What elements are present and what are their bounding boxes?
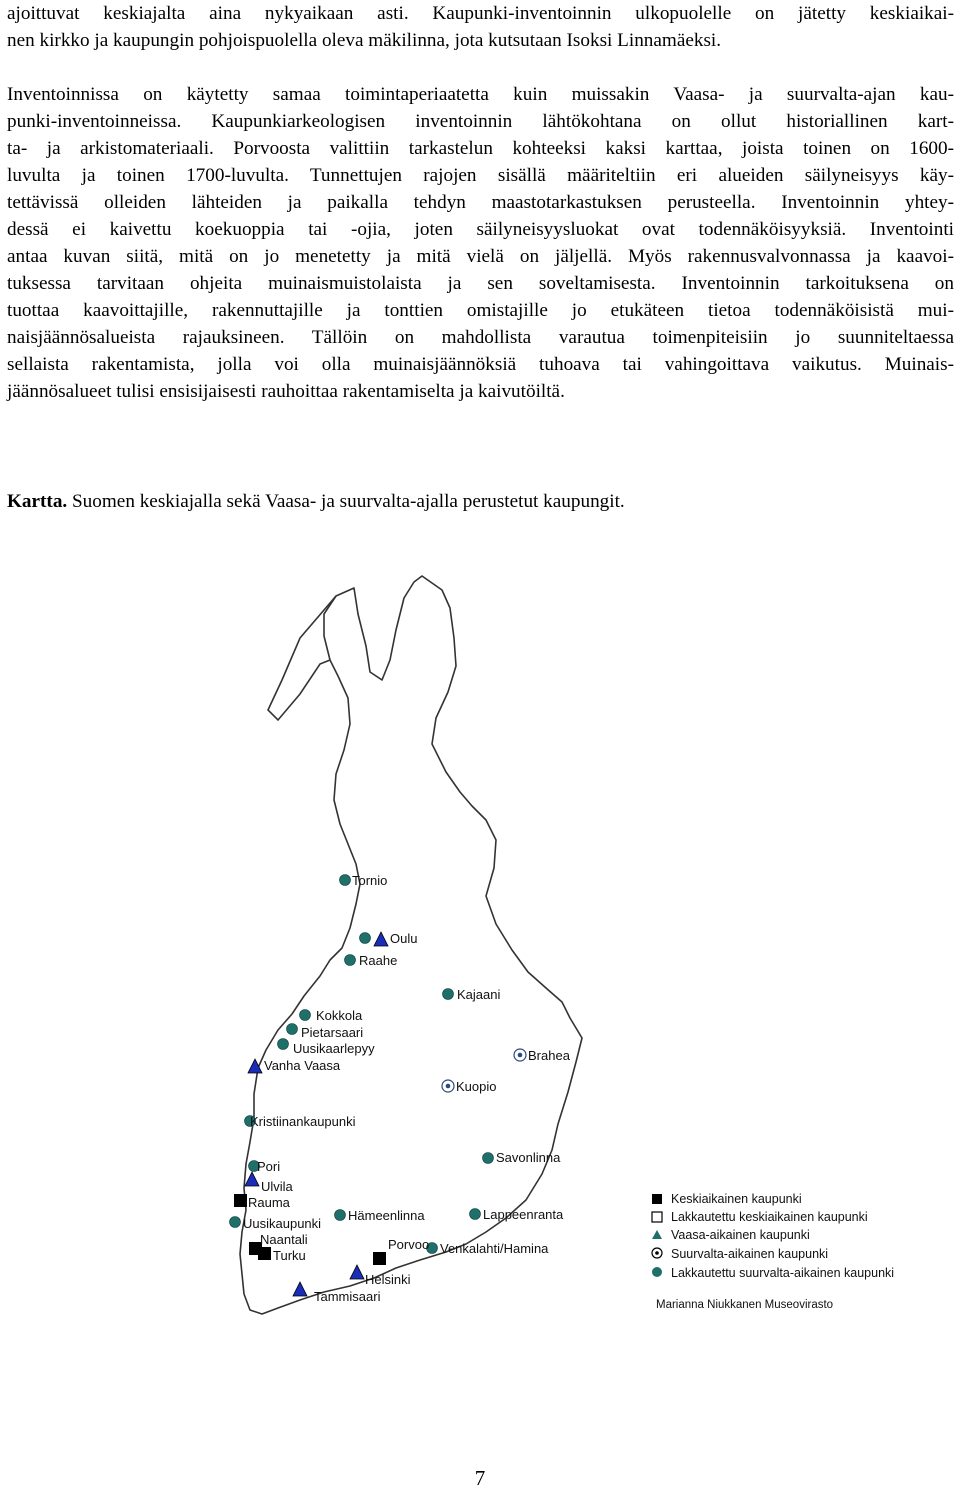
text-line: ta- ja arkistomateriaali. Porvoosta valittiin tarkastelun kohteeksi kaksi karttaa, joista toinen on 1600- xyxy=(7,138,954,159)
paragraph-2 xyxy=(7,81,954,405)
kuopio-label: Kuopio xyxy=(456,1079,497,1094)
legend-abolished-great-power-era-label: Lakkautettu suurvalta-aikainen kaupunki xyxy=(671,1266,895,1280)
text-line: Inventoinnissa on käytetty samaa toimintaperiaatetta kuin muissakin Vaasa- ja suurvalta-ajan kau- xyxy=(7,84,954,105)
uusikaupunki-marker xyxy=(230,1217,241,1228)
legend-medieval-label: Keskiaikainen kaupunki xyxy=(671,1192,802,1206)
rauma-label: Rauma xyxy=(248,1195,290,1210)
oulu-label: Oulu xyxy=(390,931,418,946)
kuopio-marker xyxy=(442,1080,454,1092)
brahea-label: Brahea xyxy=(528,1048,570,1063)
savonlinna-marker xyxy=(483,1153,494,1164)
legend-abolished-medieval-label: Lakkautettu keskiaikainen kaupunki xyxy=(671,1210,868,1224)
uusikaupunki-label: Uusikaupunki xyxy=(243,1216,322,1231)
brahea-marker xyxy=(514,1049,526,1061)
caption-label: Kartta. xyxy=(7,491,68,512)
kokkola-label: Kokkola xyxy=(316,1008,363,1023)
pietarsaari-label: Pietarsaari xyxy=(301,1025,364,1040)
page-number: 7 xyxy=(474,1466,486,1490)
legend-medieval-symbol xyxy=(652,1194,662,1204)
text-line: nen kirkko ja kaupungin pohjoispuolella oleva mäkilinna, jota kutsutaan Isoksi Linnamäeksi. xyxy=(7,30,722,51)
oulu-marker xyxy=(374,932,388,946)
text-line: tettävissä olleiden lähteiden ja paikalla tehdyn maastotarkastuksen perusteella. Inventoinnin yhtey- xyxy=(7,192,954,213)
tornio-marker xyxy=(340,875,351,886)
turku-label: Turku xyxy=(273,1248,306,1263)
ulvila-label: Ulvila xyxy=(261,1179,293,1194)
lappeenranta-label: Lappeenranta xyxy=(483,1207,564,1222)
map-svg xyxy=(150,568,950,1328)
kajaani-marker xyxy=(443,989,454,1000)
ulvila-marker xyxy=(245,1172,259,1186)
pietarsaari-marker xyxy=(287,1024,298,1035)
text-line: tuottaa kaavoittajille, rakennuttajille ja tonttien omistajille jo etukäteen tietoa todennäköisistä mui- xyxy=(7,300,954,321)
raahe-marker xyxy=(345,955,356,966)
text-line: jäännösalueet tulisi ensisijaisesti rauhoittaa rakentamiselta ja kaivutöiltä. xyxy=(7,381,565,402)
text-line: sellaista rakentamista, jolla voi olla muinaisjäännöksiä tuhoava tai vahingoittava vaikutus. Muinais- xyxy=(7,354,954,375)
text-line: antaa kuvan siitä, mitä on jo menetetty ja mitä vielä on jäljellä. Myös rakennusvalvonnassa ja kaavoi- xyxy=(7,246,954,267)
raahe-label: Raahe xyxy=(359,953,398,968)
text-line: luvulta ja toinen 1700-luvulta. Tunnettujen rajojen sisällä määriteltiin eri alueiden säilyneisyys käy- xyxy=(7,165,954,186)
text-line: dessä ei kaivettu koekuoppia tai -ojia, joten säilyneisyysluokat ovat todennäköisyyksiä. Inventointi xyxy=(7,219,954,240)
map-credit: Marianna Niukkanen Museovirasto xyxy=(656,1299,834,1311)
vanha-vaasa-marker xyxy=(248,1059,262,1073)
rauma-marker xyxy=(234,1194,247,1207)
helsinki-label: Helsinki xyxy=(365,1272,411,1287)
kristiinankaupunki-label: Kristiinankaupunki xyxy=(250,1114,356,1129)
naantali-label: Naantali xyxy=(260,1232,308,1247)
uusikaarlepyy-label: Uusikaarlepyy xyxy=(293,1041,375,1056)
uusikaarlepyy-marker xyxy=(278,1039,289,1050)
hameenlinna-label: Hämeenlinna xyxy=(348,1208,425,1223)
lappeenranta-marker xyxy=(470,1209,481,1220)
legend-abolished-medieval-symbol xyxy=(652,1212,662,1222)
finland-towns-map xyxy=(150,568,950,1328)
paragraph-1 xyxy=(7,0,954,54)
pori-label: Pori xyxy=(257,1159,281,1174)
oulu-secondary-marker xyxy=(360,933,371,944)
finland-arm-outline xyxy=(268,596,336,720)
text-line: tuksessa tarvitaan ohjeita muinaismuistolaista ja sen soveltamisesta. Inventoinnin tarkoituksena on xyxy=(7,273,954,294)
text-line: punki-inventoinneissa. Kaupunkiarkeologisen inventoinnin lähtökohtana on ollut historiallinen kart- xyxy=(7,111,954,132)
legend-vasa-era-symbol xyxy=(652,1230,662,1239)
kokkola-marker xyxy=(300,1010,311,1021)
tammisaari-marker xyxy=(293,1282,307,1296)
caption-text: Suomen keskiajalla sekä Vaasa- ja suurvalta-ajalla perustetut kaupungit. xyxy=(67,491,625,512)
venkalahti-hamina-label: Venkalahti/Hamina xyxy=(440,1241,549,1256)
hameenlinna-marker xyxy=(335,1210,346,1221)
helsinki-marker xyxy=(350,1265,364,1279)
legend-vasa-era-label: Vaasa-aikainen kaupunki xyxy=(671,1228,810,1242)
legend-great-power-era-dot xyxy=(655,1251,659,1255)
legend-abolished-great-power-era-symbol xyxy=(652,1267,662,1277)
tammisaari-label: Tammisaari xyxy=(314,1289,381,1304)
map-caption xyxy=(7,488,625,515)
vanha-vaasa-label: Vanha Vaasa xyxy=(264,1058,341,1073)
kajaani-label: Kajaani xyxy=(457,987,501,1002)
legend-great-power-era-label: Suurvalta-aikainen kaupunki xyxy=(671,1247,829,1261)
porvoo-marker xyxy=(373,1252,386,1265)
text-line: naisjäännösalueista rajauksineen. Tällöin on mahdollista varautua toimenpiteisiin jo suunniteltaessa xyxy=(7,327,954,348)
map-legend xyxy=(652,1192,894,1311)
porvoo-label: Porvoo xyxy=(388,1237,430,1252)
savonlinna-label: Savonlinna xyxy=(496,1150,561,1165)
text-line: ajoittuvat keskiajalta aina nykyaikaan asti. Kaupunki-inventoinnin ulkopuolelle on jätetty keskiaikai- xyxy=(7,3,954,24)
tornio-label: Tornio xyxy=(352,873,388,888)
turku-marker xyxy=(258,1247,271,1260)
